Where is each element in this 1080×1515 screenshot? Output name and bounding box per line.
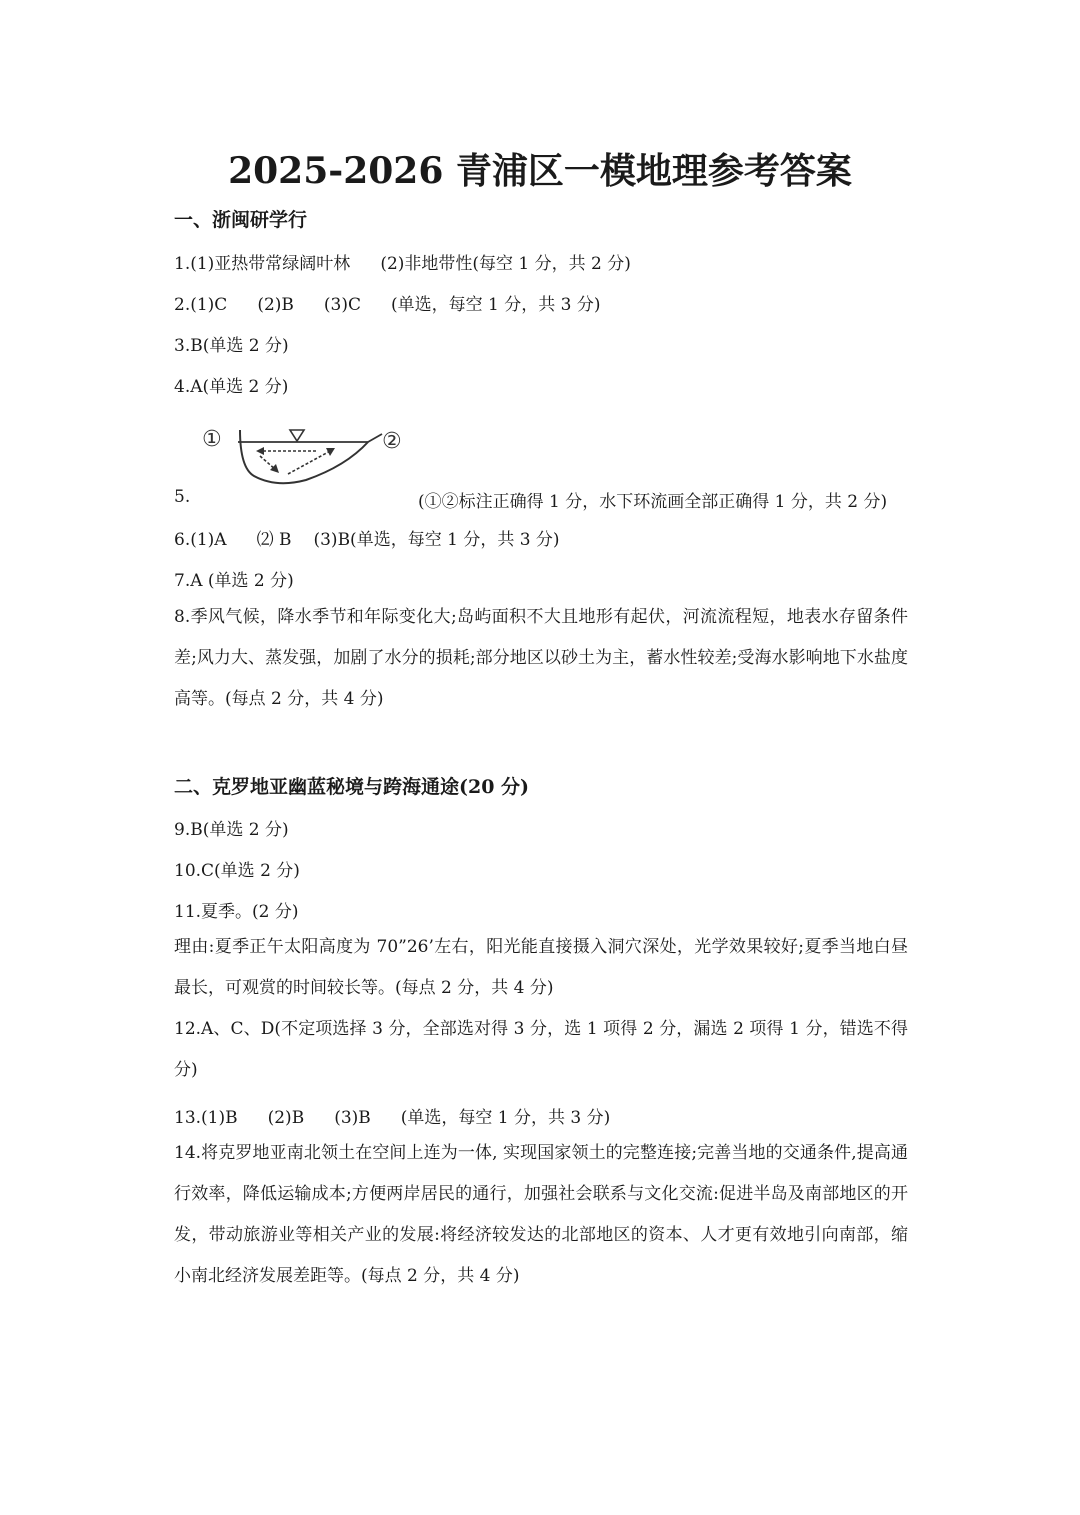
diagram-label-2: ②: [382, 429, 402, 454]
answer-q6-part3: (3)B(单选，每空 1 分，共 3 分): [313, 530, 560, 550]
answer-q2: [174, 290, 601, 315]
answer-q3: 3.B(单选 2 分): [174, 336, 289, 356]
answer-q5-number: 5.: [174, 487, 191, 507]
circulation-arrow-right: [288, 450, 332, 474]
answer-q11-reason: 理由:夏季正午太阳高度为 70”26’左右，阳光能直接摄入洞穴深处，光学效果较好;夏季当地白昼最长，可观赏的时间较长等。(每点 2 分，共 4 分): [174, 937, 908, 998]
basin-outline: [240, 430, 368, 483]
answer-q2-part2: (2)B: [257, 295, 294, 315]
answer-q13-part1: 13.(1)B: [174, 1108, 238, 1128]
answer-q9: 9.B(单选 2 分): [174, 820, 289, 840]
answer-q13-part2: (2)B: [267, 1108, 305, 1128]
section1-heading: 一、浙闽研学行: [174, 209, 308, 231]
answer-q2-part3: (3)C: [323, 295, 361, 315]
diagram-label-1: ①: [202, 427, 222, 452]
pointer-line-2: [368, 434, 382, 442]
answer-q7: 7.A (单选 2 分): [174, 571, 294, 591]
answer-q11: 11.夏季。(2 分): [174, 902, 299, 922]
answer-q1: [174, 249, 631, 274]
answer-q6: [174, 525, 560, 550]
arrowhead-left-icon: [270, 464, 279, 473]
answer-q10: 10.C(单选 2 分): [174, 861, 300, 881]
section2-heading: 二、克罗地亚幽蓝秘境与跨海通途(20 分): [174, 776, 530, 798]
answer-q13-note: (单选，每空 1 分，共 3 分): [400, 1108, 611, 1128]
answer-q2-note: (单选，每空 1 分，共 3 分): [390, 295, 601, 315]
page-title: 2025-2026 青浦区一模地理参考答案: [228, 150, 852, 192]
answer-q13: [174, 1103, 610, 1128]
answer-q4: 4.A(单选 2 分): [174, 377, 289, 397]
answer-q5-note: (①②标注正确得 1 分，水下环流画全部正确得 1 分，共 2 分): [418, 492, 888, 512]
answer-q13-part3: (3)B: [334, 1108, 371, 1128]
answer-q6-part1: 6.(1)A: [174, 530, 227, 550]
water-level-marker-icon: [290, 430, 304, 441]
answer-q12: 12.A、C、D(不定项选择 3 分，全部选对得 3 分，选 1 项得 2 分，漏选 2 项得 1 分，错选不得分): [174, 1019, 908, 1080]
answer-q8: 8.季风气候，降水季节和年际变化大;岛屿面积不大且地形有起伏，河流流程短，地表水存留条件差;风力大、蒸发强，加剧了水分的损耗;部分地区以砂土为主，蓄水性较差;受海水影响地下水盐度高等。(每点 2 分，共 4 分): [174, 607, 908, 709]
answer-q2-part1: 2.(1)C: [174, 295, 228, 315]
answer-q1-part1: 1.(1)亚热带常绿阔叶林: [174, 254, 351, 274]
lake-circulation-diagram: [196, 418, 416, 490]
arrowhead-top-icon: [256, 447, 264, 455]
answer-q6-part2: ⑵ B: [256, 530, 292, 550]
answer-q1-part2: (2)非地带性(每空 1 分，共 2 分): [380, 254, 631, 274]
answer-q14: 14.将克罗地亚南北领土在空间上连为一体, 实现国家领土的完整连接;完善当地的交通条件,提高通行效率，降低运输成本;方便两岸居民的通行，加强社会联系与文化交流:促进半岛及南部地区的开发，带动旅游业等相关产业的发展:将经济较发达的北部地区的资本、人才更有效地引向南部，缩小南北经济发展差距等。(每点 2 分，共 4 分): [174, 1143, 908, 1286]
